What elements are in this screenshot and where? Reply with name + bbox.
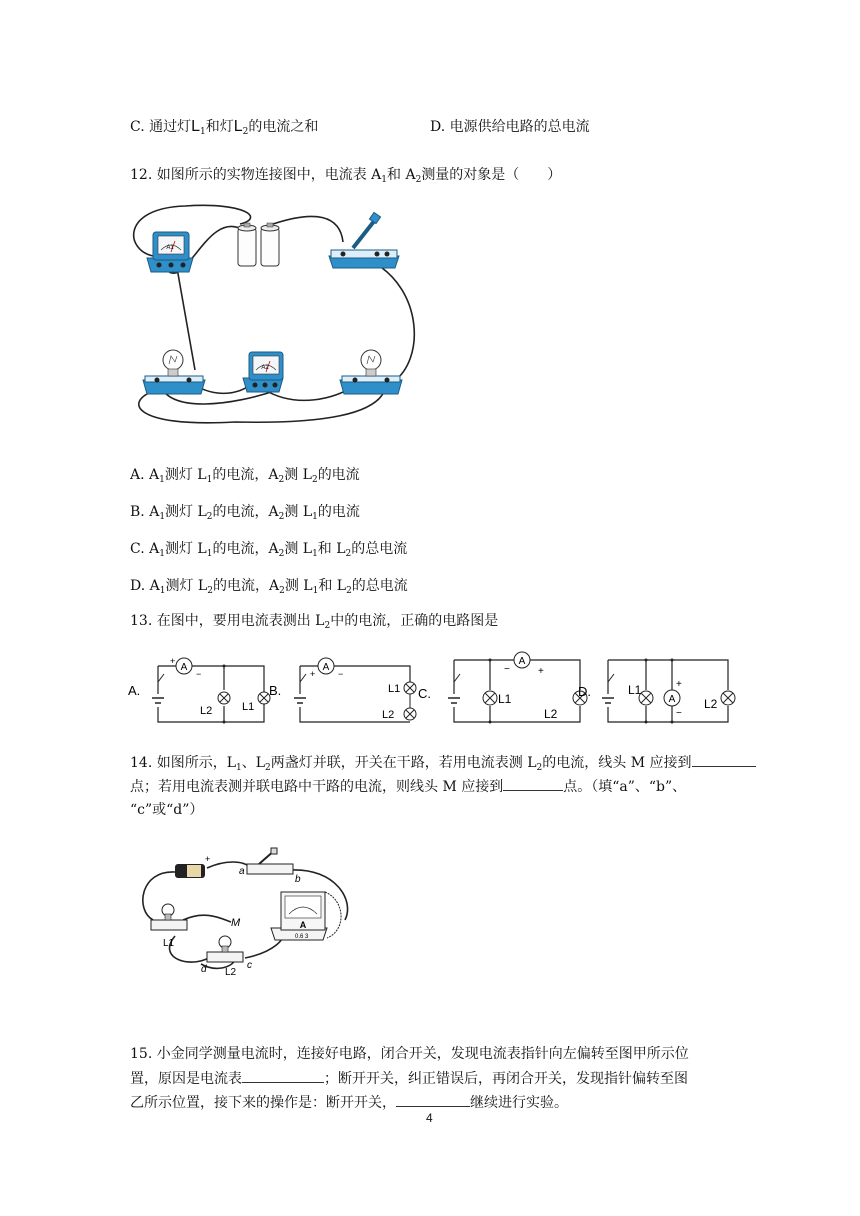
q12-option-d: D. $A_1$测灯 $L_2$的电流，$A_2$测 $L_1$和 $L_2$的总电流 <box>130 578 408 596</box>
q12-stem: 12. 如图所示的实物连接图中，电流表 $A_1$和 $A_2$测量的对象是（ ） <box>130 167 562 185</box>
q13-stem: 13. 在图中，要用电流表测出 $L_2$中的电流，正确的电路图是 <box>130 613 499 631</box>
wire <box>134 205 251 256</box>
svg-text:−: − <box>338 669 344 679</box>
svg-text:L1: L1 <box>242 701 255 713</box>
svg-text:c: c <box>247 960 252 971</box>
svg-text:a: a <box>239 866 245 877</box>
answer-blank[interactable] <box>692 752 756 767</box>
answer-blank[interactable] <box>396 1092 470 1107</box>
wire <box>170 936 213 962</box>
circuit-d <box>602 659 735 724</box>
svg-text:L2: L2 <box>200 705 213 717</box>
svg-text:+: + <box>310 669 316 679</box>
q14-line1: 14. 如图所示，$L_1$、$L_2$两盏灯并联，开关在干路，若用电流表测 $L_2$的电流，线头 M 应接到 <box>130 752 756 773</box>
q15-line1: 15. 小金同学测量电流时，连接好电路，闭合开关，发现电流表指针向左偏转至图甲所示位 <box>130 1046 689 1062</box>
svg-text:L1: L1 <box>628 683 642 697</box>
q12-option-c: C. $A_1$测灯 $L_1$的电流，$A_2$测 $L_1$和 $L_2$的总电流 <box>130 541 408 559</box>
svg-text:A: A <box>299 920 307 930</box>
q15-line3: 乙所示位置，接下来的操作是：断开开关， 继续进行实验。 <box>130 1092 568 1113</box>
ammeter-a1-label: A1 <box>166 245 174 251</box>
svg-text:B.: B. <box>269 683 282 698</box>
answer-blank[interactable] <box>242 1068 324 1083</box>
svg-text:D.: D. <box>578 684 591 699</box>
battery <box>175 854 210 878</box>
svg-text:0.6 3: 0.6 3 <box>295 934 309 940</box>
circuit-c <box>448 652 591 724</box>
q12-option-a: A. $A_1$测灯 $L_1$的电流，$A_2$测 $L_2$的电流 <box>130 467 360 485</box>
ammeter-a1 <box>147 232 193 272</box>
q12-option-b: B. $A_1$测灯 $L_2$的电流，$A_2$测 $L_1$的电流 <box>130 504 360 522</box>
q15-line2: 置，原因是电流表 ；断开开关，纠正错误后，再闭合开关，发现指针偏转至图 <box>130 1068 688 1089</box>
svg-text:L2: L2 <box>704 697 718 711</box>
svg-text:A: A <box>668 694 676 705</box>
svg-text:A.: A. <box>128 683 141 698</box>
svg-text:−: − <box>676 708 682 719</box>
lamp-l1 <box>143 350 205 394</box>
svg-text:A: A <box>322 662 330 673</box>
answer-blank[interactable] <box>503 776 563 791</box>
q14-line2: 点；若用电流表测并联电路中干路的电流，则线头 M 应接到 点。（填“a”、“b”、 <box>130 776 686 797</box>
page-number: 4 <box>426 1111 433 1125</box>
svg-text:L2: L2 <box>544 707 558 721</box>
ammeter-a2-label: A2 <box>261 365 269 371</box>
svg-text:L2: L2 <box>382 709 395 721</box>
switch <box>239 848 301 885</box>
svg-text:A: A <box>518 656 526 667</box>
knife-switch <box>329 212 399 268</box>
svg-text:+: + <box>676 679 682 690</box>
svg-text:L1: L1 <box>163 938 175 949</box>
q14-circuit-figure <box>135 840 355 980</box>
circuit-a <box>128 656 270 724</box>
lamp-l2 <box>340 350 402 394</box>
svg-text:A: A <box>180 662 188 673</box>
q13-circuit-diagrams <box>128 652 738 732</box>
svg-text:C.: C. <box>418 686 431 701</box>
svg-text:+: + <box>170 656 176 666</box>
q11-option-d: D. 电源供给电路的总电流 <box>430 119 590 135</box>
svg-text:−: − <box>196 669 202 679</box>
q12-circuit-figure <box>125 200 415 430</box>
svg-text:M: M <box>231 917 241 929</box>
q14-line3: “c”或“d”） <box>130 802 204 818</box>
svg-text:L2: L2 <box>225 967 237 978</box>
wire <box>183 915 231 922</box>
ammeter <box>271 892 341 940</box>
lamp-l2 <box>201 936 252 978</box>
svg-text:b: b <box>295 874 301 885</box>
battery-cells <box>238 223 279 266</box>
svg-text:d: d <box>201 964 207 975</box>
wire <box>273 216 343 242</box>
svg-text:L1: L1 <box>388 683 401 695</box>
ammeter-a2 <box>243 352 283 392</box>
svg-text:−: − <box>504 664 510 675</box>
svg-text:+: + <box>538 666 544 677</box>
svg-text:L1: L1 <box>498 692 512 706</box>
circuit-b <box>269 658 431 722</box>
q11-option-c: C. 通过灯$L_1$和灯$L_2$的电流之和 <box>130 118 319 137</box>
svg-text:+: + <box>205 854 211 864</box>
